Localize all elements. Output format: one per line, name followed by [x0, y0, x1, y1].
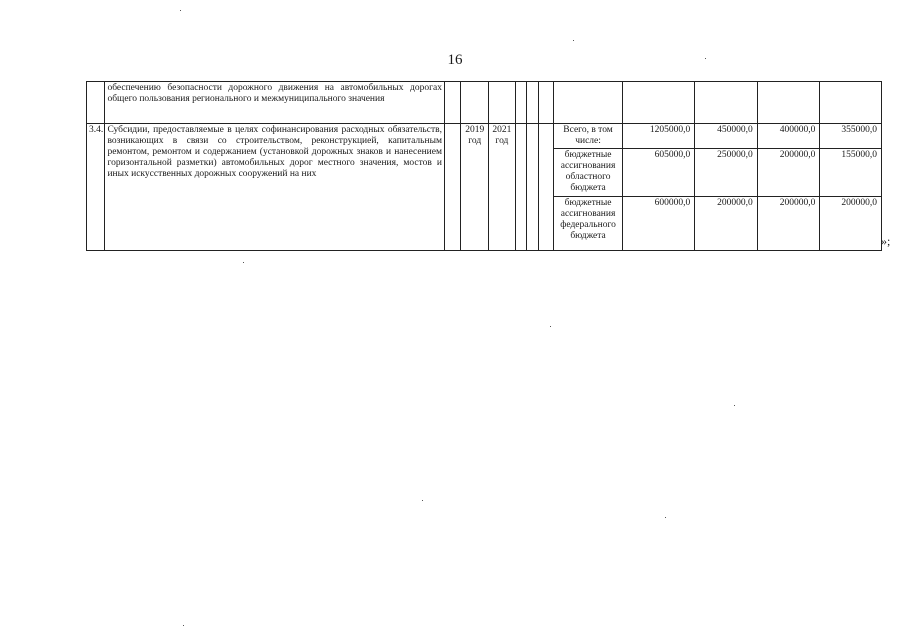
- funding-year-1: 250000,0: [695, 149, 758, 197]
- funding-label: бюджетные ассигнования областного бюджета: [553, 149, 623, 197]
- funding-year-2: 200000,0: [757, 197, 820, 251]
- table-row-prev: [87, 82, 882, 124]
- funding-year-3: 355000,0: [820, 124, 882, 149]
- scan-speck: [180, 10, 181, 11]
- funding-label: бюджетные ассигнования федерального бюджета: [553, 197, 623, 251]
- scan-speck: [243, 262, 244, 263]
- funding-year-1: 200000,0: [695, 197, 758, 251]
- scan-speck: [734, 405, 735, 406]
- funding-label: Всего, в том числе:: [553, 124, 623, 149]
- funding-total: 1205000,0: [623, 124, 695, 149]
- funding-total: 600000,0: [623, 197, 695, 251]
- row-description: Субсидии, предоставляемые в целях софинансирования расходных обязательств, возникающих в связи со строительством, реконструкцией, капитальным ремонтом, ремонтом и содержанием (установкой дорожных знаков и нанесением горизонтальной разметки) автомобильных дорог местного значения, мостов и иных искусственных дорожных сооружений на них: [105, 124, 445, 251]
- cell-empty: [87, 82, 105, 124]
- scan-speck: [665, 517, 666, 518]
- scan-speck: [573, 40, 574, 41]
- funding-year-1: 450000,0: [695, 124, 758, 149]
- funding-year-3: 200000,0: [820, 197, 882, 251]
- funding-year-2: 400000,0: [757, 124, 820, 149]
- scan-speck: [422, 500, 423, 501]
- prev-row-text: обеспечению безопасности дорожного движения на автомобильных дорогах общего пользования регионального и межмуниципального значения: [105, 82, 445, 124]
- funding-year-2: 200000,0: [757, 149, 820, 197]
- program-table: [86, 81, 882, 251]
- funding-total: 605000,0: [623, 149, 695, 197]
- funding-year-3: 155000,0: [820, 149, 882, 197]
- scan-speck: [705, 58, 706, 59]
- year-end: 2021 год: [489, 124, 516, 251]
- scan-speck: [550, 326, 551, 327]
- table-row-3-4-total: [87, 124, 882, 149]
- closing-quote: »;: [881, 234, 891, 248]
- page-number: 16: [447, 52, 463, 68]
- scan-speck: [183, 625, 184, 626]
- year-start: 2019 год: [461, 124, 489, 251]
- row-number: 3.4.: [87, 124, 105, 251]
